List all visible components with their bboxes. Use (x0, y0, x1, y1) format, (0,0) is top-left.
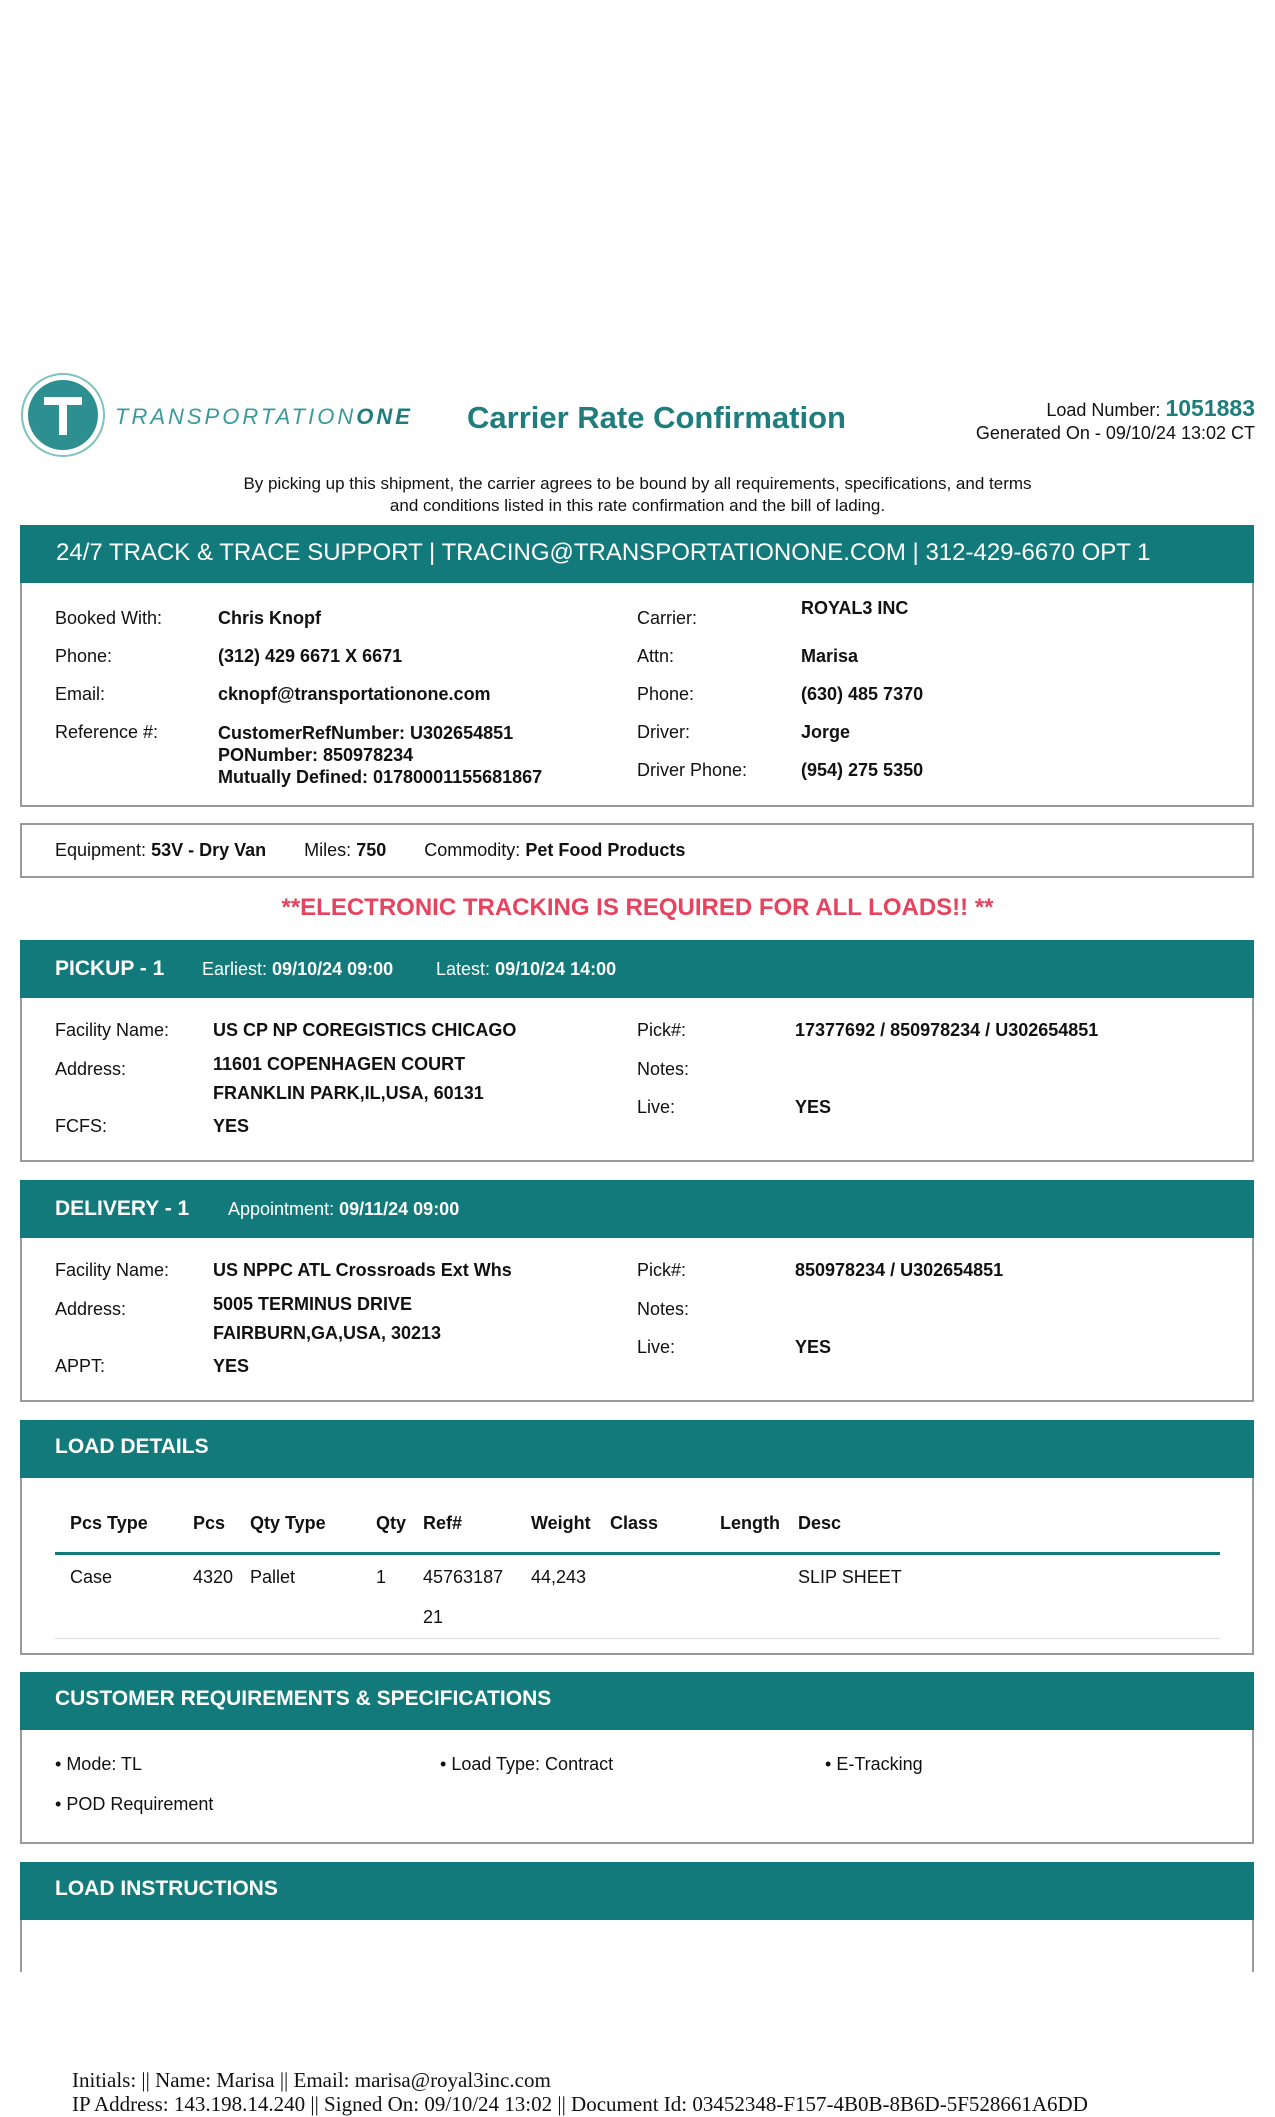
driver-label: Driver: (637, 722, 690, 742)
delivery-address-line-2: FAIRBURN,GA,USA, 30213 (213, 1323, 442, 1343)
booked-with-value: Chris Knopf (218, 608, 321, 628)
delivery-live-label: Live: (637, 1337, 676, 1357)
support-bar-text: 24/7 TRACK & TRACE SUPPORT | TRACING@TRANSPORTATIONONE.COM | 312-429-6670 OPT 1 (56, 539, 1151, 566)
delivery-notes-label: Notes: (637, 1299, 690, 1319)
col-header-class: Class (610, 1513, 659, 1533)
carrier-label: Carrier: (637, 608, 698, 628)
pickup-pick-value: 17377692 / 850978234 / U302654851 (795, 1020, 1099, 1040)
cell-qty-type: Pallet (250, 1567, 296, 1587)
pickup-address-line-2: FRANKLIN PARK,IL,USA, 60131 (213, 1083, 484, 1103)
delivery-pick-label: Pick#: (637, 1260, 687, 1280)
table-header-rule (55, 1552, 1220, 1555)
pickup-latest-value: 09/10/24 14:00 (495, 959, 617, 979)
pickup-live-value: YES (795, 1097, 832, 1117)
pickup-facility-label: Facility Name: (55, 1020, 170, 1040)
pickup-earliest (202, 959, 393, 980)
requirement-load-type: Load Type: Contract (451, 1754, 614, 1774)
delivery-appt-label: APPT: (55, 1356, 106, 1376)
delivery-appointment-value: 09/11/24 09:00 (339, 1199, 460, 1219)
load-details-bar (20, 1420, 1254, 1478)
requirement-item: • Load Type: Contract (440, 1754, 614, 1774)
delivery-pick-value: 850978234 / U302654851 (795, 1260, 1004, 1280)
reference-label: Reference #: (55, 722, 159, 742)
miles-label: Miles: (304, 840, 352, 860)
driver-phone-label: Driver Phone: (637, 760, 748, 780)
pickup-title: PICKUP - 1 (55, 957, 165, 980)
requirement-pod: POD Requirement (66, 1794, 214, 1814)
col-header-pcs: Pcs (193, 1513, 226, 1533)
driver-phone-value: (954) 275 5350 (801, 760, 924, 780)
load-number-line (1046, 395, 1255, 422)
load-details-title: LOAD DETAILS (55, 1435, 209, 1458)
requirement-item: • Mode: TL (55, 1754, 143, 1774)
miles-value: 750 (356, 840, 387, 860)
cell-pcs: 4320 (193, 1567, 234, 1587)
booking-email-label: Email: (55, 684, 106, 704)
attn-value: Marisa (801, 646, 859, 666)
load-instructions-bar (20, 1862, 1254, 1920)
reference-line-3: Mutually Defined: 01780001155681867 (218, 767, 543, 787)
pickup-address-line-1: 11601 COPENHAGEN COURT (213, 1054, 466, 1074)
cell-ref-line-1: 45763187 (423, 1567, 504, 1587)
requirement-item: • E-Tracking (825, 1754, 923, 1774)
booking-email-value: cknopf@transportationone.com (218, 684, 491, 704)
pickup-fcfs-label: FCFS: (55, 1116, 107, 1136)
tracking-notice: **ELECTRONIC TRACKING IS REQUIRED FOR ALL LOADS!! ** (281, 894, 994, 921)
requirements-title: CUSTOMER REQUIREMENTS & SPECIFICATIONS (55, 1687, 552, 1710)
carrier-phone-label: Phone: (637, 684, 695, 704)
cell-desc: SLIP SHEET (798, 1567, 902, 1587)
load-number: 1051883 (1165, 395, 1255, 421)
pickup-latest-label: Latest: (436, 959, 491, 979)
pickup-live-label: Live: (637, 1097, 676, 1117)
pickup-notes-label: Notes: (637, 1059, 690, 1079)
requirement-e-tracking: E-Tracking (836, 1754, 923, 1774)
equipment-line (55, 840, 685, 861)
pickup-fcfs-value: YES (213, 1116, 250, 1136)
cell-ref-line-2: 21 (423, 1607, 444, 1627)
cell-weight: 44,243 (531, 1567, 587, 1587)
disclaimer-line-2: and conditions listed in this rate confirmation and the bill of lading. (389, 496, 886, 515)
reference-line-1: CustomerRefNumber: U302654851 (218, 723, 514, 743)
load-number-label: Load Number: (1046, 400, 1161, 420)
requirement-mode: Mode: TL (66, 1754, 143, 1774)
disclaimer (0, 473, 1275, 517)
col-header-desc: Desc (798, 1513, 842, 1533)
delivery-live-value: YES (795, 1337, 832, 1357)
pickup-latest (436, 959, 616, 980)
signature-line-2: IP Address: 143.198.14.240 || Signed On: 09/10/24 13:02 || Document Id: 03452348-F157-4B0B-8B6D-5F528661A6DD (72, 2092, 1088, 2116)
delivery-address-line-1: 5005 TERMINUS DRIVE (213, 1294, 413, 1314)
booking-phone-value: (312) 429 6671 X 6671 (218, 646, 403, 666)
driver-value: Jorge (801, 722, 851, 742)
requirements-bar (20, 1672, 1254, 1730)
company-logo (20, 372, 413, 462)
col-header-qty-type: Qty Type (250, 1513, 326, 1533)
equipment-label: Equipment: (55, 840, 147, 860)
attn-label: Attn: (637, 646, 675, 666)
delivery-appointment (228, 1199, 459, 1220)
booked-with-label: Booked With: (55, 608, 163, 628)
load-instructions-title: LOAD INSTRUCTIONS (55, 1877, 278, 1900)
support-bar (20, 525, 1254, 583)
delivery-facility-value: US NPPC ATL Crossroads Ext Whs (213, 1260, 512, 1280)
col-header-pcs-type: Pcs Type (70, 1513, 148, 1533)
logo-text-light: TRANSPORTATION (115, 404, 357, 429)
table-row-divider (55, 1638, 1220, 1639)
col-header-ref: Ref# (423, 1513, 463, 1533)
cell-qty: 1 (376, 1567, 387, 1587)
commodity-label: Commodity: (424, 840, 521, 860)
logo-t-icon (20, 372, 106, 458)
delivery-facility-label: Facility Name: (55, 1260, 170, 1280)
commodity-value: Pet Food Products (525, 840, 686, 860)
pickup-earliest-label: Earliest: (202, 959, 268, 979)
disclaimer-line-1: By picking up this shipment, the carrier agrees to be bound by all requirements, specifications, and terms (243, 474, 1032, 493)
pickup-bar (20, 940, 1254, 998)
carrier-value: ROYAL3 INC (801, 598, 909, 618)
page-title: Carrier Rate Confirmation (467, 400, 846, 435)
pickup-address-label: Address: (55, 1059, 127, 1079)
reference-values (218, 722, 542, 788)
requirement-item: • POD Requirement (55, 1794, 214, 1814)
logo-text-bold: ONE (356, 404, 413, 429)
delivery-address-label: Address: (55, 1299, 127, 1319)
col-header-qty: Qty (376, 1513, 407, 1533)
reference-line-2: PONumber: 850978234 (218, 745, 414, 765)
pickup-earliest-value: 09/10/24 09:00 (272, 959, 394, 979)
equipment-value: 53V - Dry Van (151, 840, 267, 860)
delivery-title: DELIVERY - 1 (55, 1197, 190, 1220)
carrier-phone-value: (630) 485 7370 (801, 684, 924, 704)
cell-pcs-type: Case (70, 1567, 113, 1587)
booking-phone-label: Phone: (55, 646, 113, 666)
signature-line-1: Initials: || Name: Marisa || Email: marisa@royal3inc.com (72, 2068, 551, 2092)
delivery-appt-value: YES (213, 1356, 250, 1376)
col-header-length: Length (720, 1513, 780, 1533)
delivery-appointment-label: Appointment: (228, 1199, 335, 1219)
col-header-weight: Weight (531, 1513, 591, 1533)
pickup-pick-label: Pick#: (637, 1020, 687, 1040)
delivery-bar (20, 1180, 1254, 1238)
pickup-facility-value: US CP NP COREGISTICS CHICAGO (213, 1020, 517, 1040)
generated-on: Generated On - 09/10/24 13:02 CT (975, 423, 1255, 443)
